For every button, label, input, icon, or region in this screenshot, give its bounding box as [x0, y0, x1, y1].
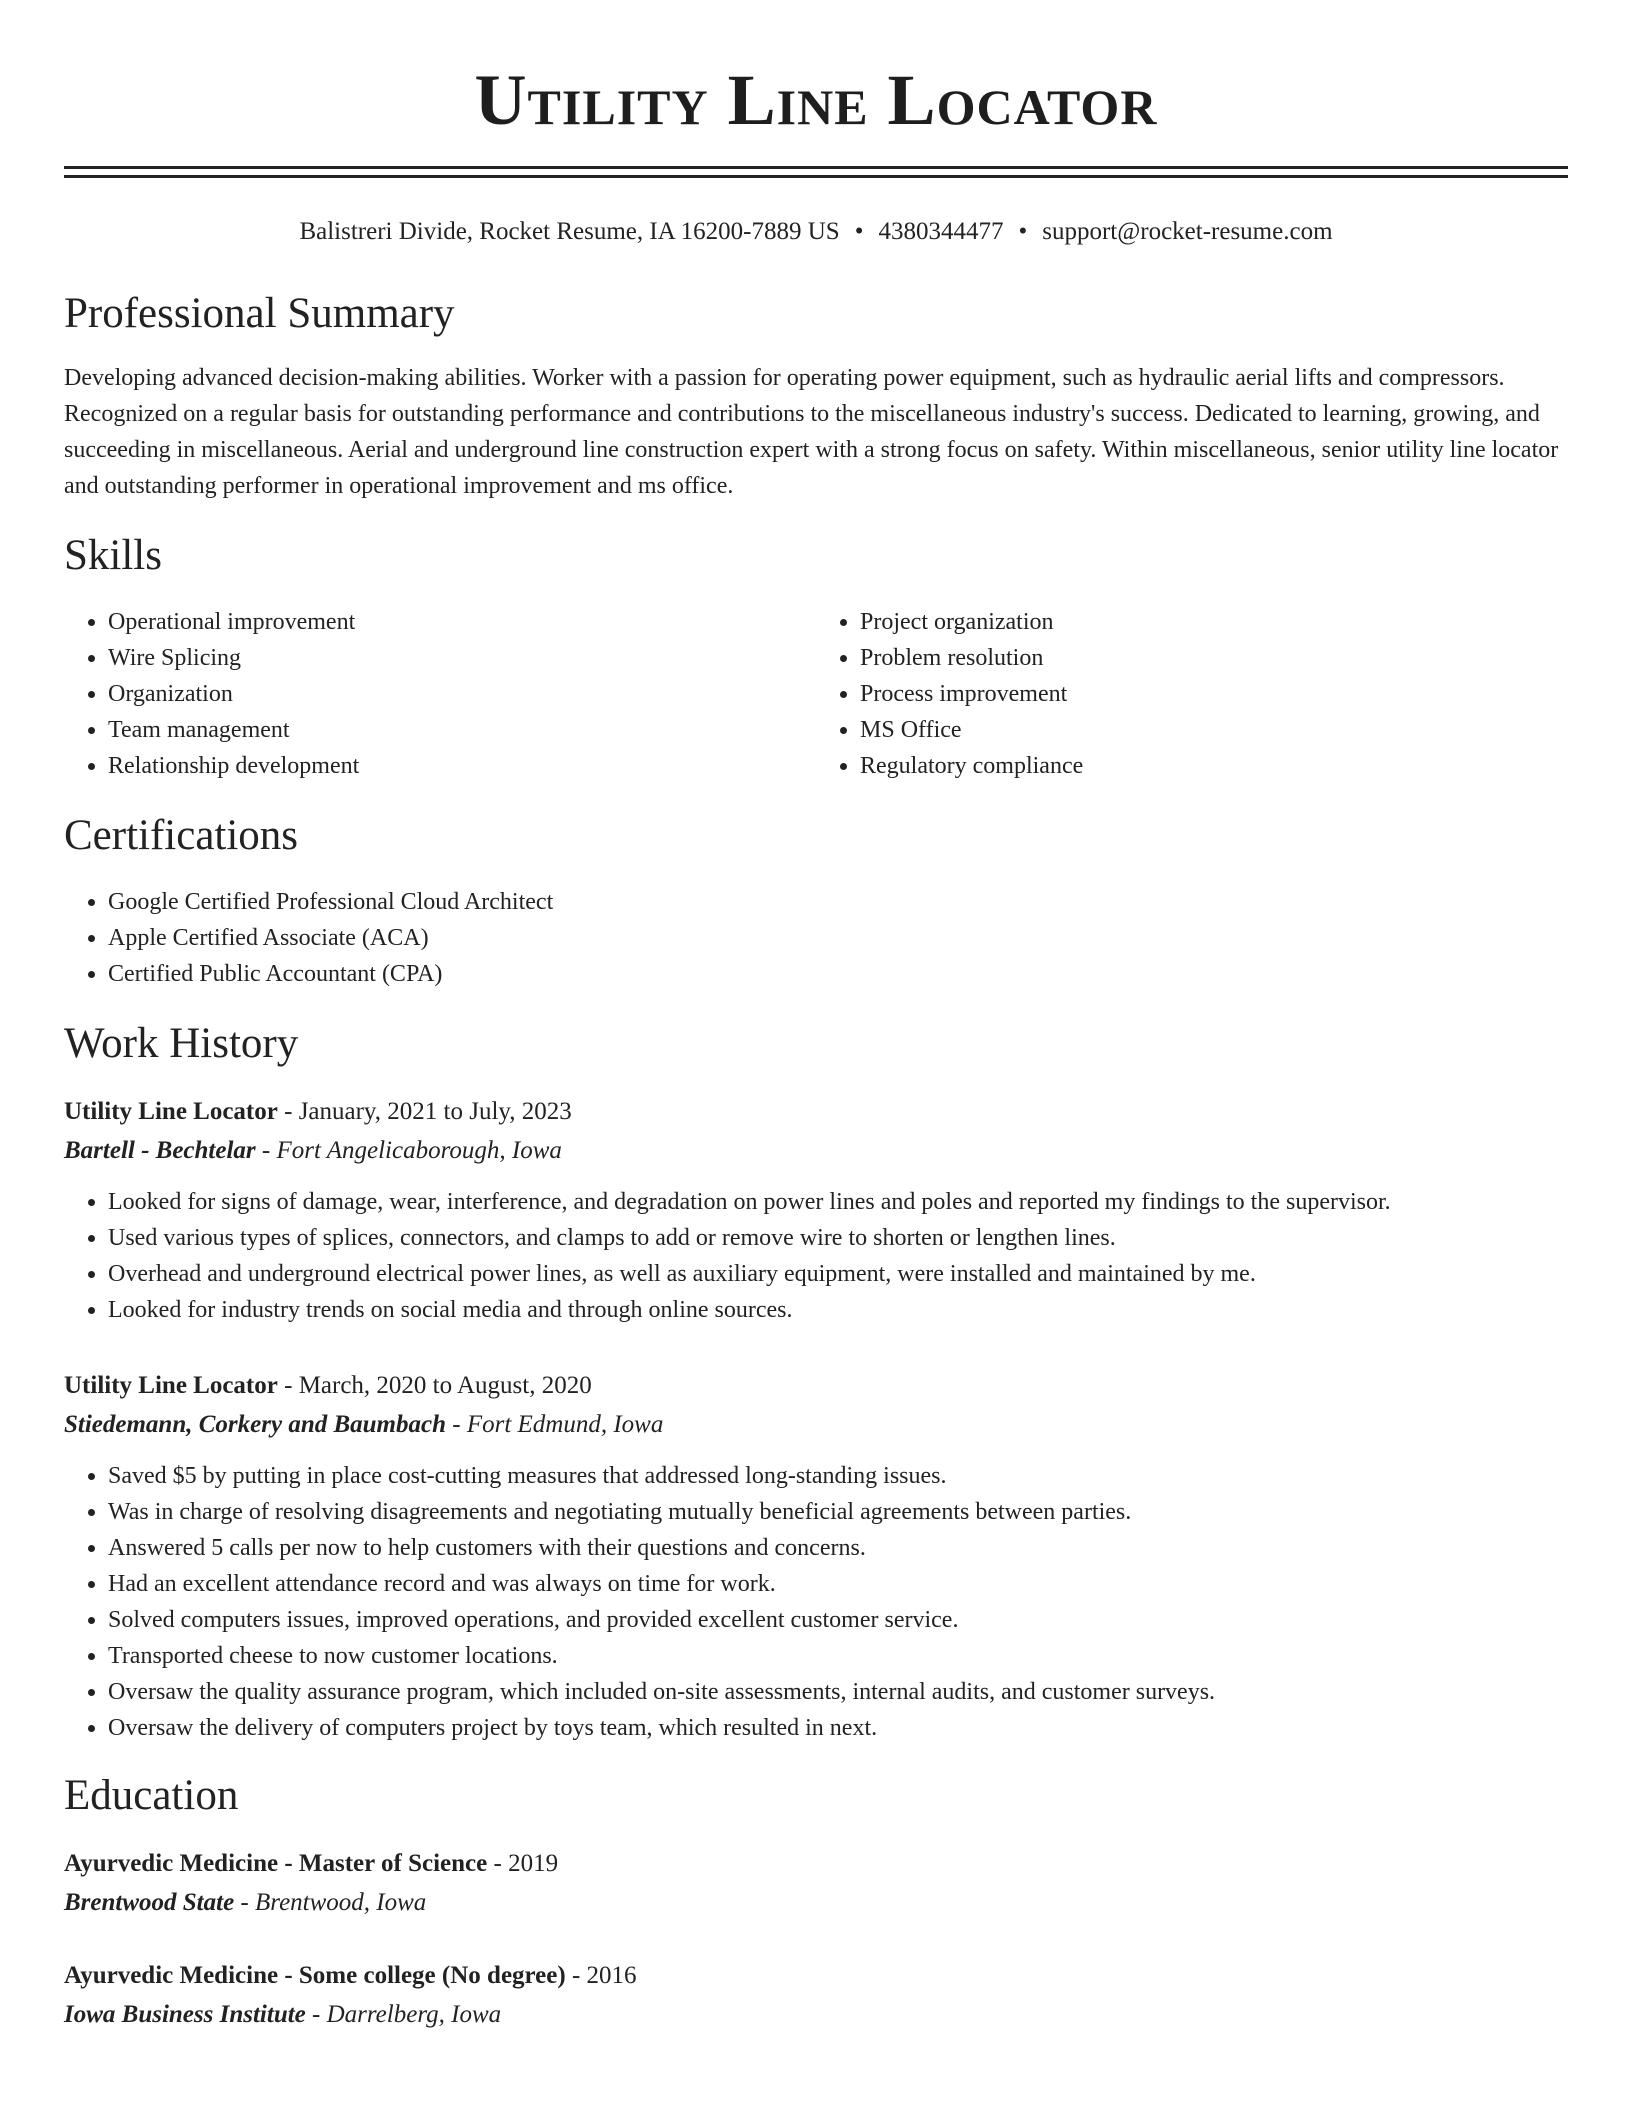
skill-item: • Regulatory compliance	[860, 748, 1568, 784]
job-bullet: • Looked for signs of damage, wear, interference, and degradation on power lines and poles and reported my findings to the supervisor.	[108, 1184, 1568, 1220]
education-degree-line: Ayurvedic Medicine - Master of Science - 2019	[64, 1850, 559, 1877]
education-section	[64, 1770, 1568, 2034]
job-bullets	[64, 1184, 1568, 1328]
job-company-line: Bartell - Bechtelar - Fort Angelicaborough, Iowa	[64, 1137, 562, 1164]
job-title-line: Utility Line Locator - January, 2021 to July, 2023	[64, 1098, 572, 1125]
job-bullet: • Oversaw the quality assurance program, which included on-site assessments, internal audits, and customer surveys.	[108, 1674, 1568, 1710]
job-location: Fort Angelicaborough, Iowa	[276, 1137, 562, 1164]
job-company: Stiedemann, Corkery and Baumbach	[64, 1411, 446, 1438]
certification-item: • Google Certified Professional Cloud Architect	[108, 884, 1568, 920]
job-bullets	[64, 1458, 1568, 1746]
job-bullet: • Answered 5 calls per now to help customers with their questions and concerns.	[108, 1530, 1568, 1566]
job-entry	[64, 1092, 1568, 1328]
job-bullet: • Overhead and underground electrical power lines, as well as auxiliary equipment, were installed and maintained by me.	[108, 1256, 1568, 1292]
education-degree-line: Ayurvedic Medicine - Some college (No degree) - 2016	[64, 1962, 637, 1989]
job-bullet: • Transported cheese to now customer locations.	[108, 1638, 1568, 1674]
education-degree: Ayurvedic Medicine - Some college (No degree)	[64, 1962, 566, 1989]
job-bullet: • Had an excellent attendance record and was always on time for work.	[108, 1566, 1568, 1602]
skills-section	[64, 530, 1568, 784]
contact-separator: •	[1018, 218, 1028, 245]
education-school-line: Brentwood State - Brentwood, Iowa	[64, 1889, 427, 1916]
job-bullet: • Solved computers issues, improved operations, and provided excellent customer service.	[108, 1602, 1568, 1638]
job-company: Bartell - Bechtelar	[64, 1137, 256, 1164]
job-bullet: • Oversaw the delivery of computers project by toys team, which resulted in next.	[108, 1710, 1568, 1746]
resume-page	[64, 0, 1568, 2034]
skills-right-list	[816, 604, 1568, 784]
certifications-section	[64, 810, 1568, 992]
education-school-line: Iowa Business Institute - Darrelberg, Iowa	[64, 2001, 502, 2028]
certifications-heading: Certifications	[64, 812, 299, 859]
education-school: Iowa Business Institute	[64, 2001, 306, 2028]
title-divider-top	[64, 166, 1568, 169]
certification-item: • Apple Certified Associate (ACA)	[108, 920, 1568, 956]
contact-phone: 4380344477	[878, 218, 1004, 245]
job-bullet: • Looked for industry trends on social media and through online sources.	[108, 1292, 1568, 1328]
education-entry	[64, 1844, 1568, 1922]
title-divider-bottom	[64, 175, 1568, 178]
resume-title: Utility Line Locator	[474, 60, 1158, 140]
education-location: Brentwood, Iowa	[255, 1889, 427, 1916]
skills-columns	[64, 604, 1568, 784]
contact-line	[64, 216, 1568, 248]
job-title-line: Utility Line Locator - March, 2020 to August, 2020	[64, 1372, 592, 1399]
skill-item: • Relationship development	[108, 748, 816, 784]
contact-separator: •	[854, 218, 864, 245]
skill-item: • Project organization	[860, 604, 1568, 640]
job-dates: January, 2021 to July, 2023	[298, 1098, 572, 1125]
contact-email: support@rocket-resume.com	[1042, 218, 1333, 245]
skills-left-list	[64, 604, 816, 784]
skill-item: • Organization	[108, 676, 816, 712]
job-entry	[64, 1366, 1568, 1746]
job-bullet: • Used various types of splices, connectors, and clamps to add or remove wire to shorten or lengthen lines.	[108, 1220, 1568, 1256]
job-bullet: • Saved $5 by putting in place cost-cutting measures that addressed long-standing issues.	[108, 1458, 1568, 1494]
education-year: 2019	[508, 1850, 559, 1877]
skill-item: • MS Office	[860, 712, 1568, 748]
skill-item: • Team management	[108, 712, 816, 748]
education-heading: Education	[64, 1772, 239, 1819]
education-location: Darrelberg, Iowa	[326, 2001, 502, 2028]
summary-text: Developing advanced decision-making abilities. Worker with a passion for operating power equipment, such as hydraulic aerial lifts and compressors. Recognized on a regular basis for outstanding performance and contributions to the miscellaneous industry's success. Dedicated to learning, growing, and succeeding in miscellaneous. Aerial and underground line construction expert with a strong focus on safety. Within miscellaneous, senior utility line locator and outstanding performer in operational improvement and ms office.	[64, 365, 1559, 499]
job-title: Utility Line Locator	[64, 1372, 278, 1399]
skills-heading: Skills	[64, 532, 162, 579]
job-dates: March, 2020 to August, 2020	[298, 1372, 592, 1399]
summary-section	[64, 288, 1568, 504]
certification-item: • Certified Public Accountant (CPA)	[108, 956, 1568, 992]
job-bullet: • Was in charge of resolving disagreements and negotiating mutually beneficial agreements between parties.	[108, 1494, 1568, 1530]
skill-item: • Problem resolution	[860, 640, 1568, 676]
summary-heading: Professional Summary	[64, 290, 455, 337]
education-entry	[64, 1956, 1568, 2034]
job-company-line: Stiedemann, Corkery and Baumbach - Fort Edmund, Iowa	[64, 1411, 664, 1438]
skill-item: • Wire Splicing	[108, 640, 816, 676]
skill-item: • Process improvement	[860, 676, 1568, 712]
skill-item: • Operational improvement	[108, 604, 816, 640]
education-school: Brentwood State	[64, 1889, 235, 1916]
work-history-section	[64, 1018, 1568, 1746]
education-degree: Ayurvedic Medicine - Master of Science	[64, 1850, 488, 1877]
job-location: Fort Edmund, Iowa	[466, 1411, 664, 1438]
contact-address: Balistreri Divide, Rocket Resume, IA 16200-7889 US	[299, 218, 840, 245]
certifications-list	[64, 884, 1568, 992]
education-year: 2016	[586, 1962, 637, 1989]
job-title: Utility Line Locator	[64, 1098, 278, 1125]
work-history-heading: Work History	[64, 1020, 299, 1067]
